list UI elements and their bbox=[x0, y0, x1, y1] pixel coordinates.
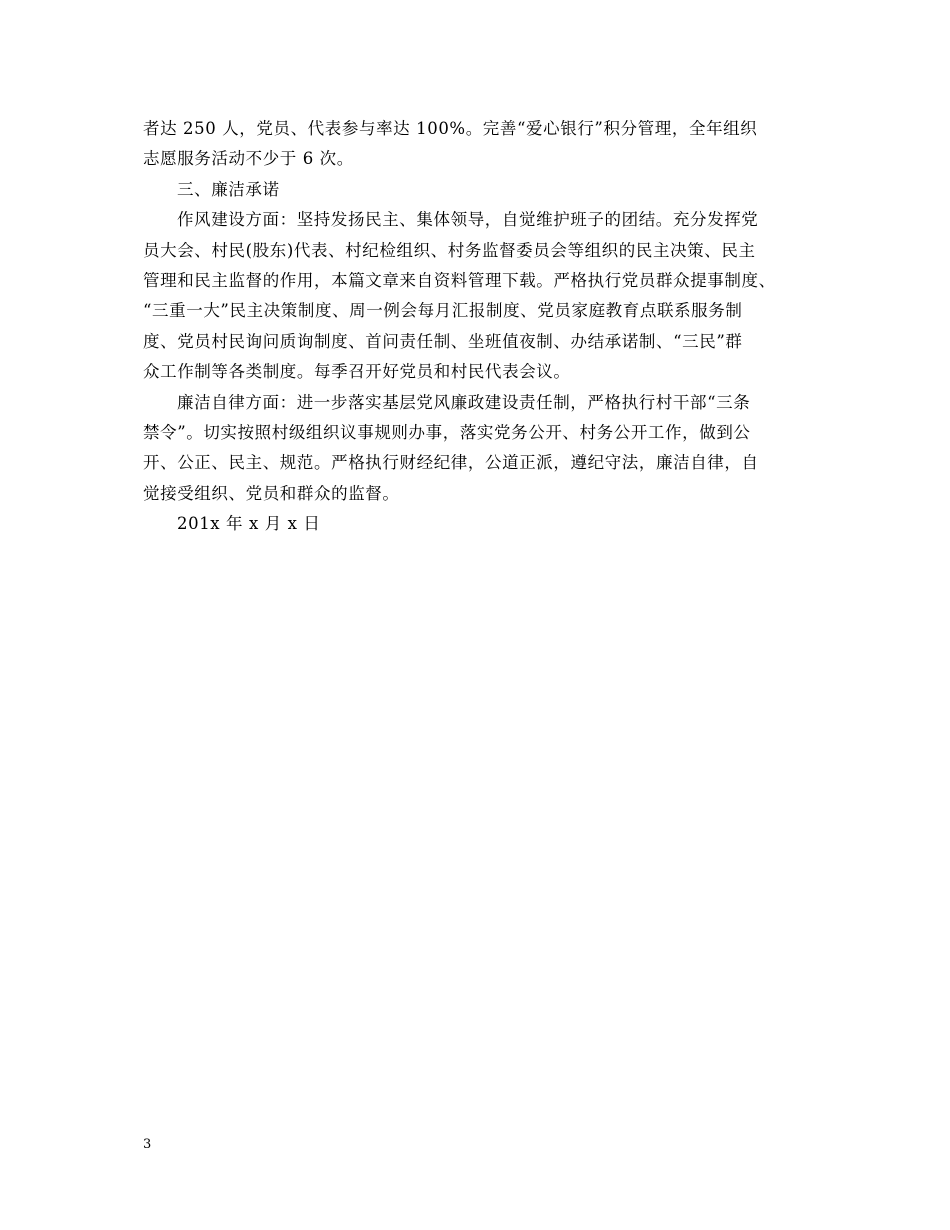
paragraph-line: “三重一大”民主决策制度、周一例会每月汇报制度、党员家庭教育点联系服务制 bbox=[143, 301, 743, 321]
document-body bbox=[143, 114, 813, 539]
paragraph-line: 管理和民主监督的作用，本篇文章来自资料管理下载。严格执行党员群众提事制度、 bbox=[143, 270, 776, 290]
page-number: 3 bbox=[143, 1137, 152, 1152]
paragraph-line: 度、党员村民询问质询制度、首问责任制、坐班值夜制、办结承诺制、“三民”群 bbox=[143, 331, 743, 351]
paragraph-line: 作风建设方面：坚持发扬民主、集体领导，自觉维护班子的团结。充分发挥党 bbox=[177, 210, 759, 230]
paragraph-line: 禁令”。切实按照村级组织议事规则办事，落实党务公开、村务公开工作，做到公 bbox=[143, 422, 751, 442]
date-line: 201x 年 x 月 x 日 bbox=[177, 514, 321, 534]
paragraph-line: 开、公正、民主、规范。严格执行财经纪律，公道正派，遵纪守法，廉洁自律，自 bbox=[143, 453, 759, 473]
section-heading: 三、廉洁承诺 bbox=[177, 179, 280, 199]
paragraph-line: 众工作制等各类制度。每季召开好党员和村民代表会议。 bbox=[143, 362, 571, 382]
paragraph-line: 觉接受组织、党员和群众的监督。 bbox=[143, 483, 400, 503]
paragraph-line: 志愿服务活动不少于 6 次。 bbox=[143, 149, 354, 169]
paragraph-line: 廉洁自律方面：进一步落实基层党风廉政建设责任制，严格执行村干部“三条 bbox=[177, 392, 751, 412]
paragraph-line: 者达 250 人，党员、代表参与率达 100%。完善“爱心银行”积分管理，全年组织 bbox=[143, 119, 758, 138]
paragraph-line: 员大会、村民(股东)代表、村纪检组织、村务监督委员会等组织的民主决策、民主 bbox=[143, 240, 756, 260]
